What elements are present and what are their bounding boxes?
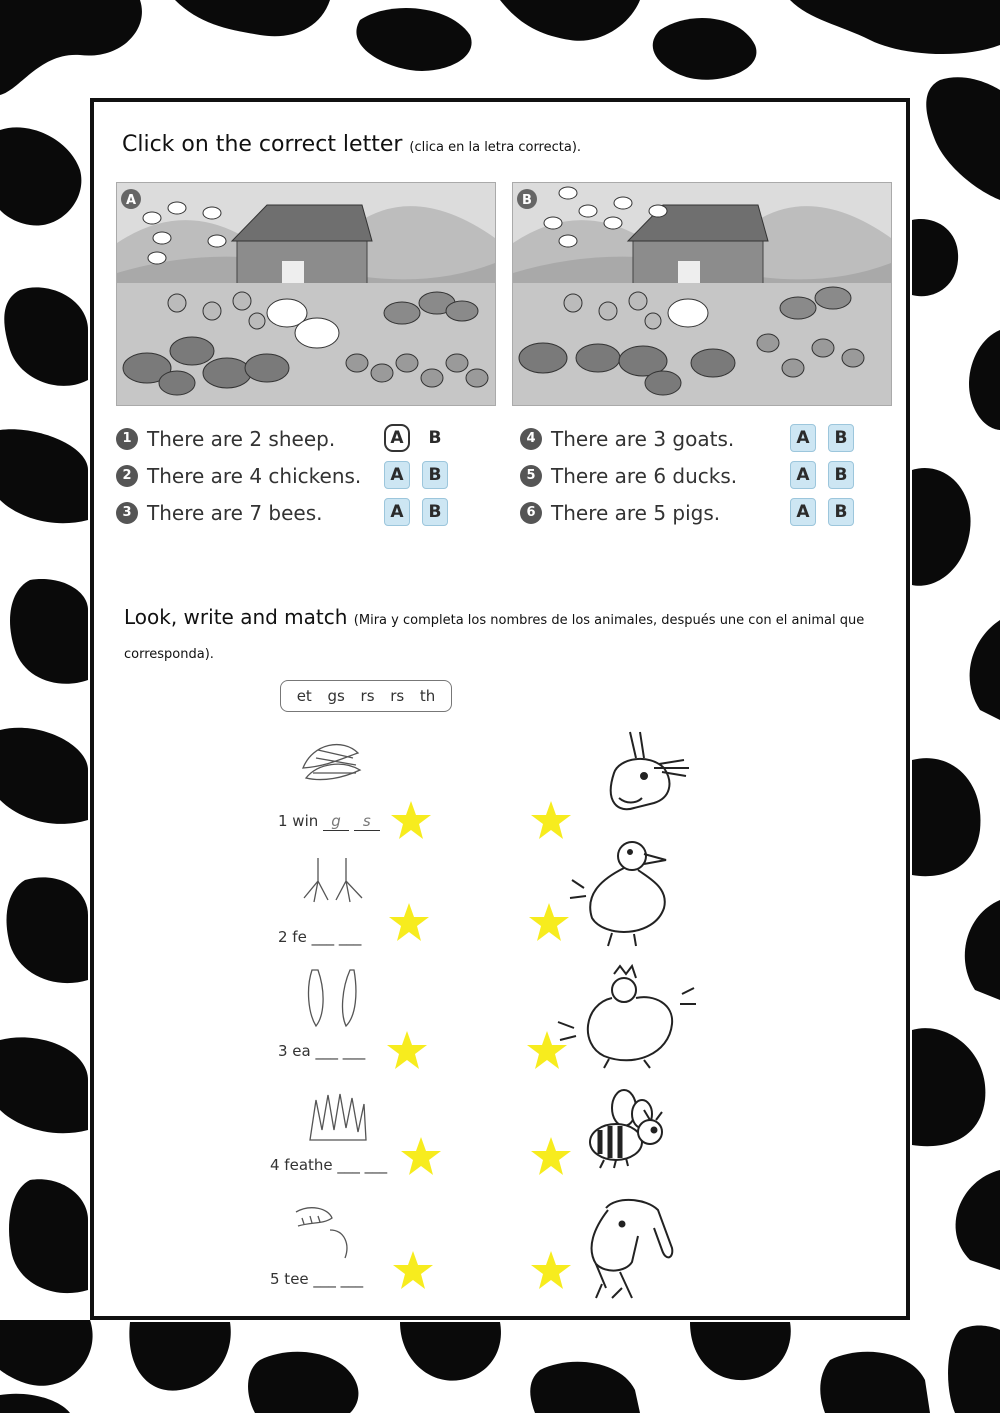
left-star-4[interactable] xyxy=(400,1136,442,1176)
question-text: There are 5 pigs. xyxy=(551,500,721,525)
left-star-2[interactable] xyxy=(388,902,430,942)
teeth-icon xyxy=(290,1200,360,1260)
question-number: 5 xyxy=(520,465,542,487)
scene-b-label: B xyxy=(522,193,532,208)
question-row xyxy=(520,420,737,457)
q3-option-b[interactable]: B xyxy=(422,498,448,526)
q6-option-a[interactable]: A xyxy=(790,498,816,526)
right-star-5[interactable] xyxy=(530,1250,572,1290)
left-star-3[interactable] xyxy=(386,1030,428,1070)
chicken-icon xyxy=(554,964,704,1070)
feet-icon xyxy=(300,856,366,906)
question-text: There are 2 sheep. xyxy=(147,426,336,451)
word-bank-item: rs xyxy=(390,687,405,705)
question-number: 3 xyxy=(116,502,138,524)
donkey-icon xyxy=(574,728,694,828)
question-text: There are 7 bees. xyxy=(147,500,323,525)
question-list-right xyxy=(520,420,737,531)
duck-icon xyxy=(564,838,684,950)
q1-option-b[interactable]: B xyxy=(422,424,448,452)
item-5-label: 5 tee ___ ___ xyxy=(270,1270,364,1288)
q5-option-b[interactable]: B xyxy=(828,461,854,489)
item-1-answer-2[interactable]: s xyxy=(354,812,380,831)
question-number: 6 xyxy=(520,502,542,524)
question-row xyxy=(116,457,361,494)
word-bank xyxy=(280,680,452,712)
q4-option-a[interactable]: A xyxy=(790,424,816,452)
q5-option-a[interactable]: A xyxy=(790,461,816,489)
section2-title xyxy=(124,602,894,670)
farm-scene-a xyxy=(116,182,496,406)
question-text: There are 4 chickens. xyxy=(147,463,362,488)
item-1-label xyxy=(278,812,380,831)
section2-title-text: Look, write and match xyxy=(124,605,348,629)
word-bank-item: th xyxy=(419,687,436,705)
left-star-1[interactable] xyxy=(390,800,432,840)
question-row xyxy=(520,457,737,494)
question-number: 1 xyxy=(116,428,138,450)
feathers-icon xyxy=(306,1090,370,1144)
q2-option-a[interactable]: A xyxy=(384,461,410,489)
section2-subtitle: (Mira y completa los nombres de los animales, después une con el animal que corresponda). xyxy=(124,613,865,662)
word-bank-item: rs xyxy=(360,687,375,705)
q6-option-b[interactable]: B xyxy=(828,498,854,526)
word-bank-item: gs xyxy=(327,687,345,705)
section1-title xyxy=(122,132,581,157)
section1-subtitle: (clica en la letra correcta). xyxy=(409,140,582,155)
wings-icon xyxy=(298,738,368,790)
question-row xyxy=(520,494,737,531)
item-1-prefix: 1 win xyxy=(278,812,319,830)
q2-option-b[interactable]: B xyxy=(422,461,448,489)
item-3-label: 3 ea ___ ___ xyxy=(278,1042,366,1060)
q3-option-a[interactable]: A xyxy=(384,498,410,526)
question-number: 4 xyxy=(520,428,542,450)
q4-option-b[interactable]: B xyxy=(828,424,854,452)
word-bank-item: et xyxy=(296,687,312,705)
question-list-left xyxy=(116,420,361,531)
farm-scene-b xyxy=(512,182,892,406)
item-1-answer-1[interactable]: g xyxy=(323,812,349,831)
worksheet xyxy=(90,98,910,1320)
right-star-4[interactable] xyxy=(530,1136,572,1176)
question-row xyxy=(116,420,361,457)
section1-title-text: Click on the correct letter xyxy=(122,132,403,157)
item-4-label: 4 feathe ___ ___ xyxy=(270,1156,388,1174)
question-number: 2 xyxy=(116,465,138,487)
question-text: There are 6 ducks. xyxy=(551,463,738,488)
q1-option-a[interactable]: A xyxy=(384,424,410,452)
question-text: There are 3 goats. xyxy=(551,426,735,451)
question-row xyxy=(116,494,361,531)
goat-icon xyxy=(576,1188,686,1300)
bee-icon xyxy=(584,1086,674,1170)
left-star-5[interactable] xyxy=(392,1250,434,1290)
scene-a-label: A xyxy=(125,193,137,208)
right-star-1[interactable] xyxy=(530,800,572,840)
ears-icon xyxy=(302,968,362,1030)
item-2-label: 2 fe ___ ___ xyxy=(278,928,362,946)
